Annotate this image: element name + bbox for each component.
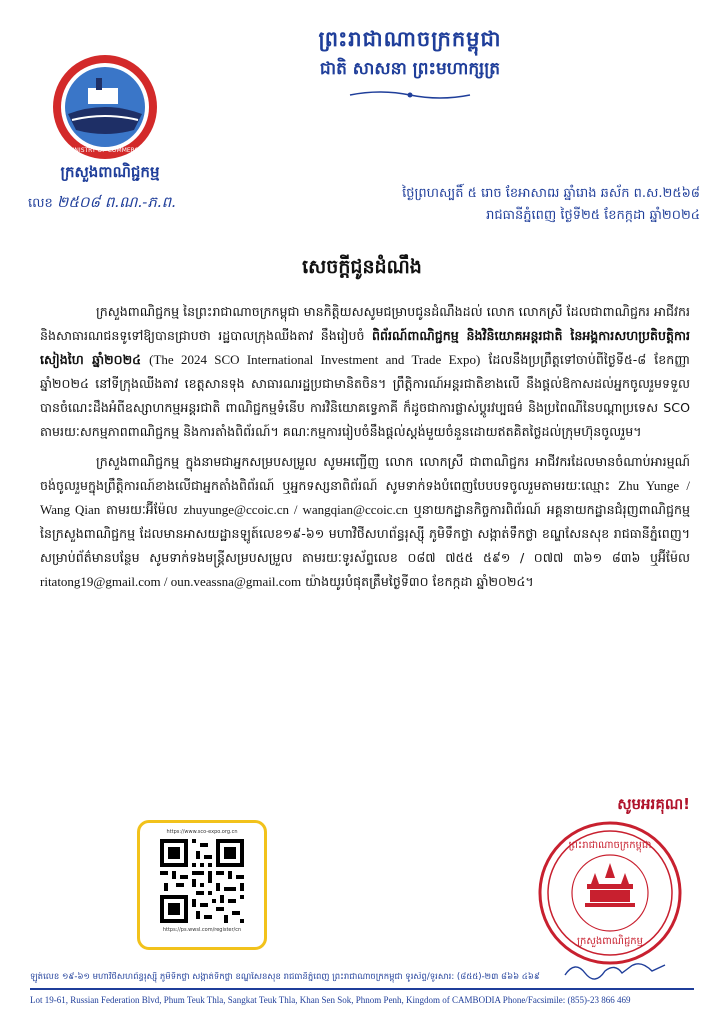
kingdom-heading: ព្រះរាជាណាចក្រកម្ពុជា <box>318 27 502 51</box>
qr-top-text: https://www.sco-expo.org.cn <box>166 829 238 835</box>
reference-value: ២៥០៨ ព.ណ.-ភ.ព. <box>56 193 176 211</box>
paragraph-1 <box>40 300 690 444</box>
p2-address: ឬនាយកដ្ឋានកិច្ចការពិព័រណ៍ អគ្គនាយកដ្ឋានជំរុញពាណិជ្ជកម្ម នៃក្រសួងពាណិជ្ជកម្ម ដែលមានអាសយដ្ឋានឡូត៍លេខ១៩-៦១ មហាវិថីសហព័ន្ធរុស្ស៊ី ភូមិទឹកថ្លា សង្កាត់ទឹកថ្លា ខណ្ឌសែនសុខ រាជធានីភ្នំពេញ។ សម្រាប់ព័ត៌មានបន្ថែម សូមទាក់ទងមន្ត្រីសម្របសម្រួល តាមរយៈទូរស័ព្ទលេខ ០៨៧ ៧៥៥ ៥៩១ / ០៧៧ ៣៦១ ៨៣៦ ឬអ៊ីម៉ែល <box>40 502 690 565</box>
p2-contact-names: Zhu Yunge / Wang Qian <box>40 478 690 517</box>
seal-top-text: ព្រះរាជាណាចក្រកម្ពុជា <box>568 840 652 851</box>
p2-intro: ក្រសួងពាណិជ្ជកម្ម ក្នុងនាមជាអ្នកសម្របសម្រួល សូមអញ្ជើញ លោក លោកស្រី ជាពាណិជ្ជករ អាជីវករដែលមានចំណាប់អារម្មណ៍ចង់ចូលរួមក្នុងព្រឹត្តិការណ៍ខាងលើជាអ្នកតាំងពិព័រណ៍ ឬអ្នកទស្សនាពិព័រណ៍ សូមទាក់ទងបំពេញបែបបទចូលរួមតាមរយៈឈ្មោះ <box>40 454 690 493</box>
official-seal <box>535 818 685 968</box>
p1-event-name: ពិព័រណ៍ពាណិជ្ជកម្ម និងវិនិយោគអន្តរជាតិ នៃអង្គការសហប្រតិបត្តិការសៀងហៃ ឆ្នាំ២០២៤ <box>40 328 690 367</box>
qr-bottom-text: https://ps.wwsl.com/register/cn <box>162 927 242 933</box>
p2-deadline: យ៉ាងយូរបំផុតត្រឹមថ្ងៃទី៣០ ខែកក្កដា ឆ្នាំ២០២៤។ <box>305 574 534 589</box>
paragraph-2 <box>40 450 690 594</box>
footer-address-english: Lot 19-61, Russian Federation Blvd, Phum Teuk Thla, Sangkat Teuk Thla, Khan Sen Sok, Phnom Penh, Kingdom of CAMBODIA Phone/Facsimile: (855)-23 866 469 <box>30 995 631 1005</box>
p1-intro: ក្រសួងពាណិជ្ជកម្ម នៃព្រះរាជាណាចក្រកម្ពុជា មានកិត្តិយសសូមជម្រាបជូនដំណឹងដល់ លោក លោកស្រី ដែលជាពាណិជ្ជករ អាជីវករ និងសាធារណជនទូទៅឱ្យបានជ្រាបថា រដ្ឋបាលក្រុងឈីងតាវ នឹងរៀបចំ <box>40 304 690 343</box>
reference-number <box>28 193 176 215</box>
p2-email-label: តាមរយៈអ៊ីម៉ែល <box>105 502 178 517</box>
qr-code-card <box>137 820 267 950</box>
p2-email-primary: zhuyunge@ccoic.cn / wangqian@ccoic.cn <box>183 502 408 517</box>
angkor-temple-icon <box>585 863 635 907</box>
p2-email-secondary: ritatong19@gmail.com / oun.veassna@gmail.com <box>40 574 302 589</box>
ministry-logo <box>50 52 160 162</box>
ministry-name: ក្រសួងពាណិជ្ជកម្ម <box>60 163 160 181</box>
reference-label: លេខ <box>28 196 53 211</box>
logo-caption: MINISTRY OF COMMERCE <box>67 147 143 154</box>
lunar-date: ថ្ងៃព្រហស្បតិ៍ ៥ រោច ខែអាសាឍ ឆ្នាំរោង ឆស័ក ព.ស.២៥៦៨ <box>402 186 700 201</box>
p1-details: ដែលនឹងប្រព្រឹត្តទៅចាប់ពីថ្ងៃទី៥-៨ ខែកញ្ញា ឆ្នាំ២០២៤ នៅទីក្រុងឈីងតាវ ខេត្តសានទុង សាធារណរដ្ឋប្រជាមានិតចិន។ ព្រឹត្តិការណ៍អន្តរជាតិខាងលើ នឹងផ្តល់ឱកាសដល់អ្នកចូលរួមទទួលបានចំណេះដឹងអំពីឧស្សាហកម្មអន្តរជាតិ ពាណិជ្ជកម្មទំនើប ការវិនិយោគទ្វេភាគី ក៏ដូចជាការផ្លាស់ប្តូរវប្បធម៌ និងប្រពៃណីនៃបណ្តាប្រទេស SCO តាមរយៈសកម្មភាពពាណិជ្ជកម្ម និងការតាំងពិព័រណ៍។ គណៈកម្មការរៀបចំនឹងផ្តល់ស្តង់មួយចំនួនដោយឥតគិតថ្លៃដល់ក្រុមហ៊ុនចូលរួម។ <box>40 352 691 439</box>
solar-date: រាជធានីភ្នំពេញ ថ្ងៃទី២៥ ខែកក្កដា ឆ្នាំ២០២៤ <box>486 208 700 223</box>
national-motto: ជាតិ សាសនា ព្រះមហាក្សត្រ <box>319 59 501 79</box>
footer-address-khmer: ឡូត៍លេខ ១៩-៦១ មហាវិថីសហព័ន្ធរុស្ស៊ី ភូមិទឹកថ្លា សង្កាត់ទឹកថ្លា ខណ្ឌសែនសុខ រាជធានីភ្នំពេញ ព្រះរាជាណាចក្រកម្ពុជា ទូរស័ព្ទ/ទូរសារ: (៨៥៥)-២៣ ៨៦៦ ៤៦៩ <box>30 972 540 982</box>
footer-divider <box>30 988 694 990</box>
p1-event-english: (The 2024 SCO International Investment and Trade Expo) <box>149 352 481 367</box>
letter-body <box>40 300 690 600</box>
page-title: សេចក្តីជូនដំណឹង <box>302 256 422 278</box>
thanks-text: សូមអរគុណ! <box>617 795 690 813</box>
seal-bottom-text: ក្រសួងពាណិជ្ជកម្ម <box>577 936 643 947</box>
motto-ornament <box>340 88 480 102</box>
qr-code-icon <box>160 839 244 923</box>
